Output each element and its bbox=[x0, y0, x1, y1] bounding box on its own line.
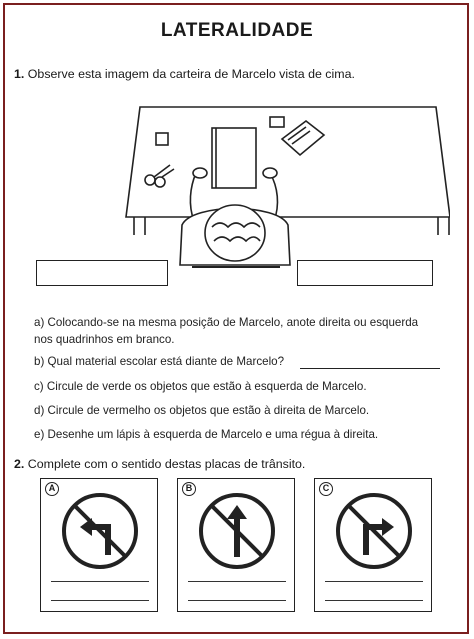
sign-card-b bbox=[177, 478, 295, 612]
sign-c-letter: C bbox=[319, 482, 333, 496]
question-2 bbox=[14, 457, 305, 471]
sign-b-letter: B bbox=[182, 482, 196, 496]
item-b: b) Qual material escolar está diante de Marcelo? bbox=[34, 355, 285, 368]
question-1 bbox=[14, 67, 355, 81]
question-2-text: Complete com o sentido destas placas de trânsito. bbox=[27, 457, 306, 471]
question-1-text: Observe esta imagem da carteira de Marcelo vista de cima. bbox=[27, 67, 355, 81]
no-straight-ahead-sign-icon bbox=[195, 489, 279, 573]
item-c: c) Circule de verde os objetos que estão à esquerda de Marcelo. bbox=[34, 380, 367, 393]
item-a-line-1: a) Colocando-se na mesma posição de Marcelo, anote direita ou esquerda bbox=[34, 316, 419, 329]
answer-box-right[interactable] bbox=[297, 260, 433, 286]
answer-box-left[interactable] bbox=[36, 260, 168, 286]
sign-c-answer-line-2[interactable] bbox=[325, 600, 423, 601]
item-a-line-2: nos quadrinhos em branco. bbox=[34, 333, 175, 346]
sign-c-answer-line-1[interactable] bbox=[325, 581, 423, 582]
item-d: d) Circule de vermelho os objetos que estão à direita de Marcelo. bbox=[34, 404, 370, 417]
sign-b-answer-line-1[interactable] bbox=[188, 581, 286, 582]
page-title: LATERALIDADE bbox=[160, 20, 314, 41]
no-right-turn-sign-icon bbox=[332, 489, 416, 573]
sign-a-letter: A bbox=[45, 482, 59, 496]
item-e: e) Desenhe um lápis à esquerda de Marcelo e uma régua à direita. bbox=[34, 428, 379, 441]
item-b-answer-line[interactable] bbox=[300, 368, 440, 369]
sign-a-answer-line-2[interactable] bbox=[51, 600, 149, 601]
no-left-turn-sign-icon bbox=[58, 489, 142, 573]
sign-a-answer-line-1[interactable] bbox=[51, 581, 149, 582]
sign-b-answer-line-2[interactable] bbox=[188, 600, 286, 601]
question-1-number: 1. bbox=[14, 67, 25, 81]
question-2-number: 2. bbox=[14, 457, 25, 471]
sign-card-c bbox=[314, 478, 432, 612]
sign-card-a bbox=[40, 478, 158, 612]
desk-illustration bbox=[120, 95, 450, 280]
